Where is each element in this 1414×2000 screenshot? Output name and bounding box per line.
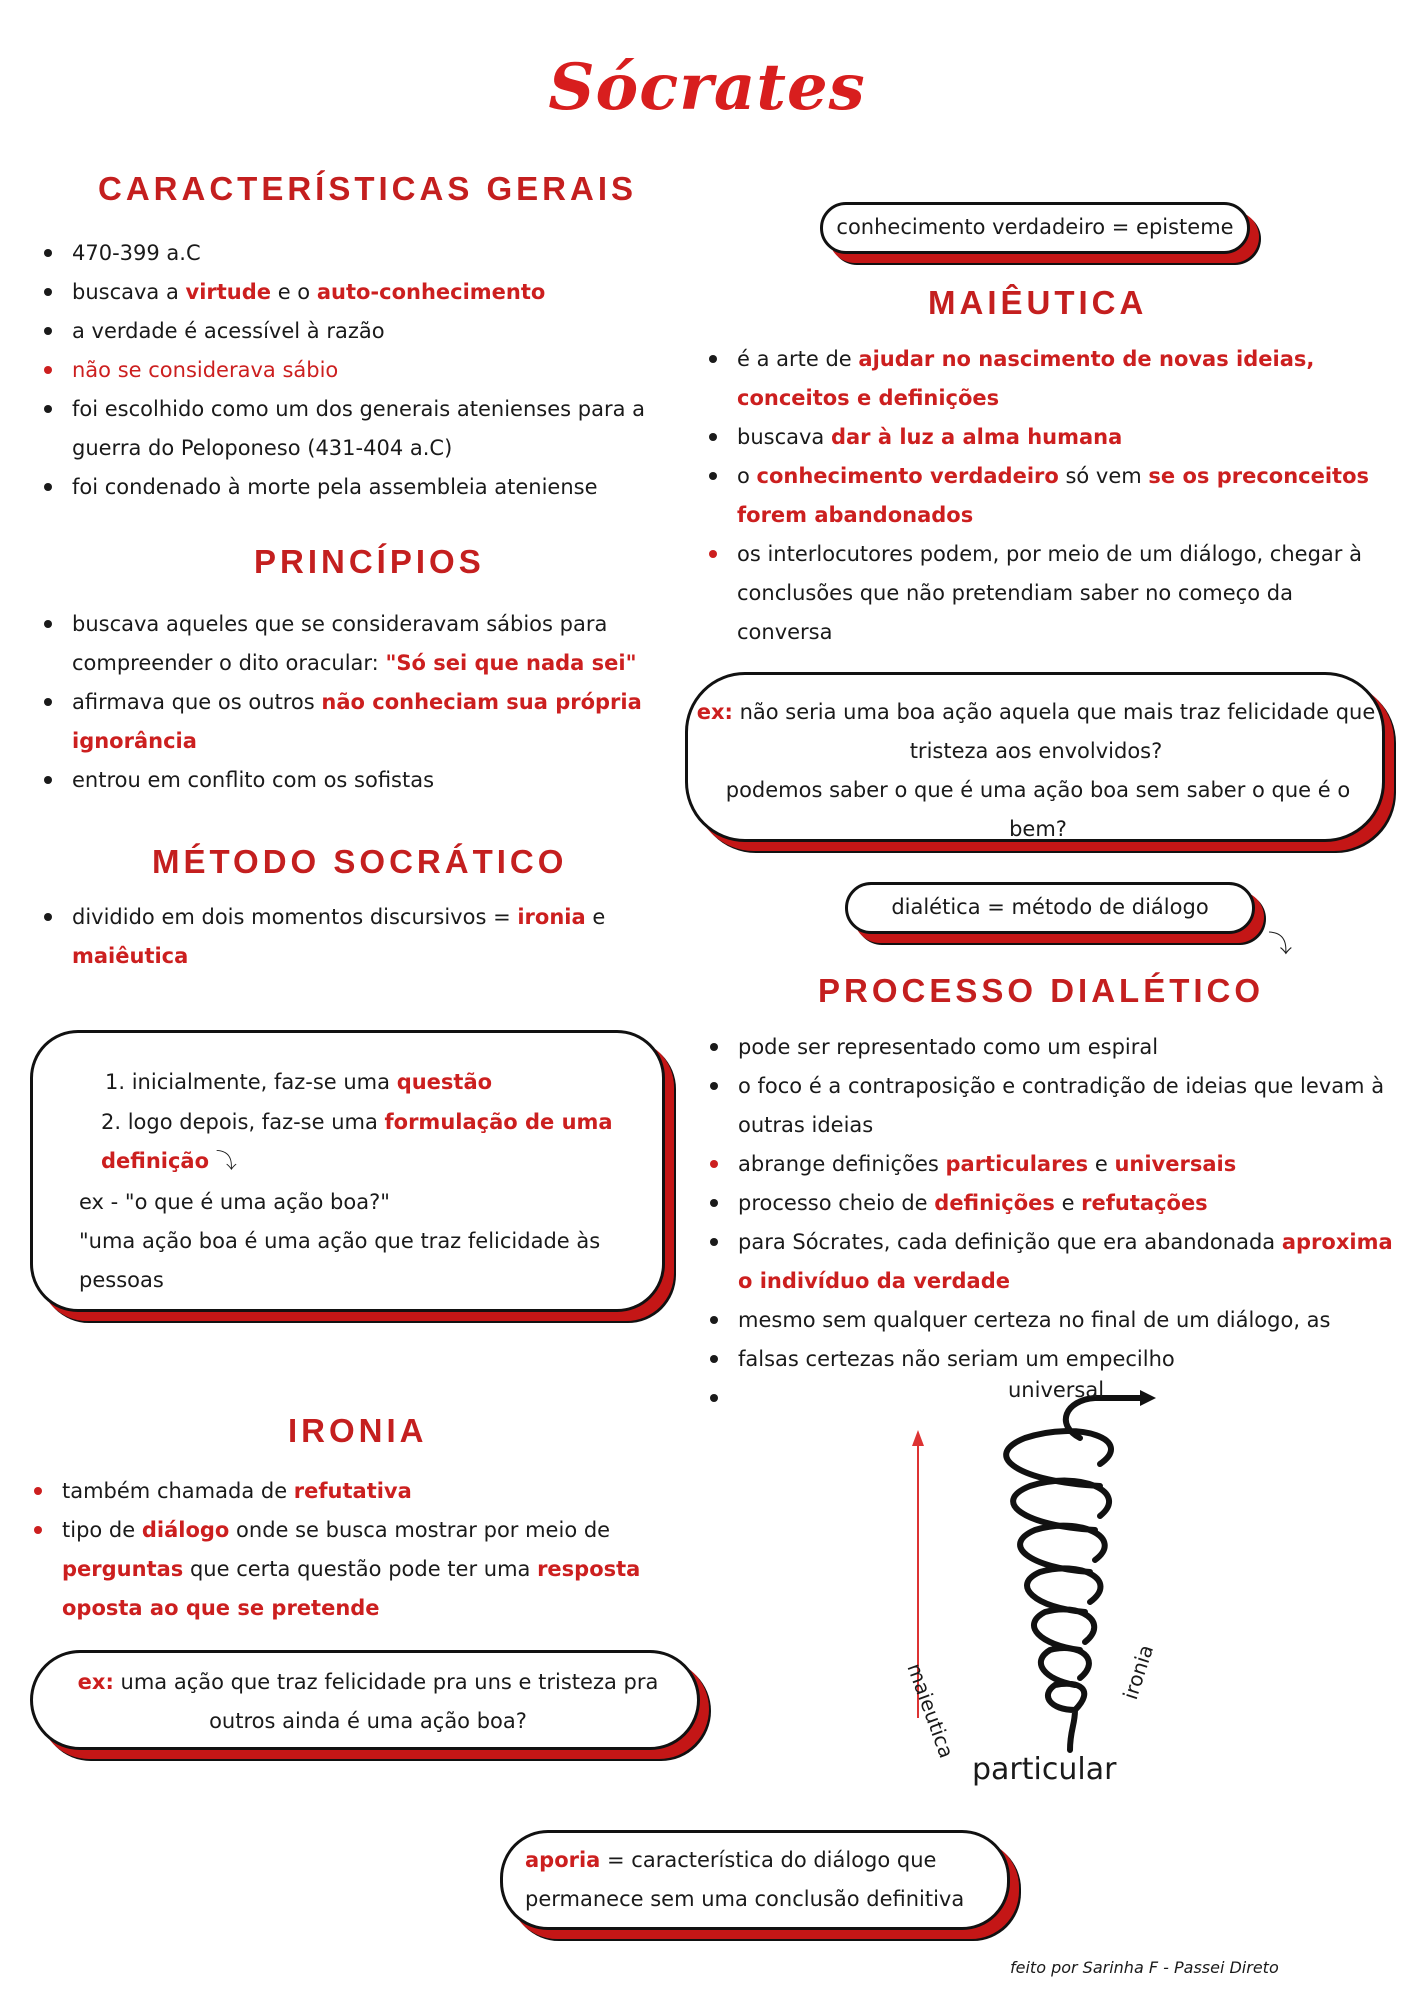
dialetica-pill — [845, 882, 1255, 934]
list-item: entrou em conflito com os sofistas — [40, 761, 680, 800]
episteme-pill — [820, 202, 1250, 254]
ironia-example-box — [30, 1650, 700, 1750]
maieutica-example-box — [685, 672, 1385, 842]
list-item: 470-399 a.C — [40, 234, 690, 273]
caracteristicas-heading: CARACTERÍSTICAS GERAIS — [98, 170, 638, 207]
spiral-arrow-icon — [1140, 1390, 1156, 1406]
list-item: tipo de diálogo onde se busca mostrar por meio de perguntas que certa questão pode ter uma resposta oposta ao que se pretende — [30, 1511, 690, 1628]
caracteristicas-list — [40, 234, 690, 507]
maieutica-list — [705, 340, 1385, 652]
list-item: processo cheio de definições e refutações — [706, 1184, 1396, 1223]
list-item: buscava dar à luz a alma humana — [705, 418, 1385, 457]
list-item: abrange definições particulares e universais — [706, 1145, 1396, 1184]
ironia-heading: IRONIA — [288, 1412, 428, 1449]
spiral-path — [1006, 1398, 1142, 1750]
list-item: também chamada de refutativa — [30, 1472, 690, 1511]
maieutica-example-line1: ex: não seria uma boa ação aquela que mais traz felicidade que tristeza aos envolvidos? — [696, 700, 1376, 763]
curved-arrow-icon: ⤵ — [1268, 930, 1292, 958]
curved-arrow-icon: ⤵ — [215, 1149, 237, 1173]
list-item: não se considerava sábio — [40, 351, 690, 390]
list-item: os interlocutores podem, por meio de um diálogo, chegar à conclusões que não pretendiam saber no começo da conversa — [705, 535, 1385, 652]
metodo-list — [40, 898, 660, 976]
list-item: pode ser representado como um espiral — [706, 1028, 1396, 1067]
ironia-list — [30, 1472, 690, 1628]
spiral-top-label: universal — [1008, 1378, 1105, 1402]
list-item: o conhecimento verdadeiro só vem se os preconceitos forem abandonados — [705, 457, 1385, 535]
spiral-bottom-label: particular — [972, 1752, 1117, 1787]
steps-example-question: ex - "o que é uma ação boa?" — [79, 1190, 390, 1214]
list-item: afirmava que os outros não conheciam sua própria ignorância — [40, 683, 680, 761]
episteme-text: conhecimento verdadeiro = episteme — [836, 215, 1234, 239]
list-item: falsas certezas não seriam um empecilho — [706, 1340, 1396, 1379]
step-1: 1. inicialmente, faz-se uma questão — [105, 1070, 493, 1094]
list-item: foi condenado à morte pela assembleia ateniense — [40, 468, 690, 507]
processo-list — [706, 1028, 1396, 1379]
spiral-left-label: maieutica — [902, 1660, 959, 1762]
maieutica-heading: MAIÊUTICA — [928, 284, 1148, 321]
steps-box — [30, 1030, 665, 1312]
spiral-right-label: ironia — [1118, 1641, 1159, 1703]
page-title: Sócrates — [548, 50, 866, 125]
principios-heading: PRINCÍPIOS — [254, 543, 485, 580]
list-item: é a arte de ajudar no nascimento de novas ideias, conceitos e definições — [705, 340, 1385, 418]
list-item: para Sócrates, cada definição que era abandonada aproxima o indivíduo da verdade — [706, 1223, 1396, 1301]
list-item: o foco é a contraposição e contradição de ideias que levam à outras ideias — [706, 1067, 1396, 1145]
metodo-heading: MÉTODO SOCRÁTICO — [152, 843, 568, 880]
list-item: foi escolhido como um dos generais atenienses para a guerra do Peloponeso (431-404 a.C) — [40, 390, 690, 468]
step-2: 2. logo depois, faz-se uma formulação de uma definição ⤵ — [101, 1110, 613, 1173]
list-item: buscava a virtude e o auto-conhecimento — [40, 273, 690, 312]
list-item: mesmo sem qualquer certeza no final de um diálogo, as — [706, 1301, 1396, 1340]
arrow-head-icon — [912, 1430, 924, 1446]
ironia-example-text: ex: uma ação que traz felicidade pra uns e tristeza pra outros ainda é uma ação boa? — [77, 1670, 659, 1733]
steps-example-answer: "uma ação boa é uma ação que traz felicidade às pessoas — [79, 1229, 601, 1292]
list-item: a verdade é acessível à razão — [40, 312, 690, 351]
dialetica-text: dialética = método de diálogo — [891, 895, 1209, 919]
aporia-box — [500, 1830, 1010, 1930]
footer-credit: feito por Sarinha F - Passei Direto — [1010, 1958, 1279, 1977]
maieutica-example-line2: podemos saber o que é uma ação boa sem saber o que é o bem? — [725, 778, 1351, 841]
aporia-text: aporia = característica do diálogo que permanece sem uma conclusão definitiva — [525, 1848, 965, 1911]
principios-list — [40, 605, 680, 800]
processo-heading: PROCESSO DIALÉTICO — [818, 972, 1265, 1009]
list-item: dividido em dois momentos discursivos = ironia e maiêutica — [40, 898, 660, 976]
list-item: buscava aqueles que se consideravam sábios para compreender o dito oracular: "Só sei que nada sei" — [40, 605, 680, 683]
